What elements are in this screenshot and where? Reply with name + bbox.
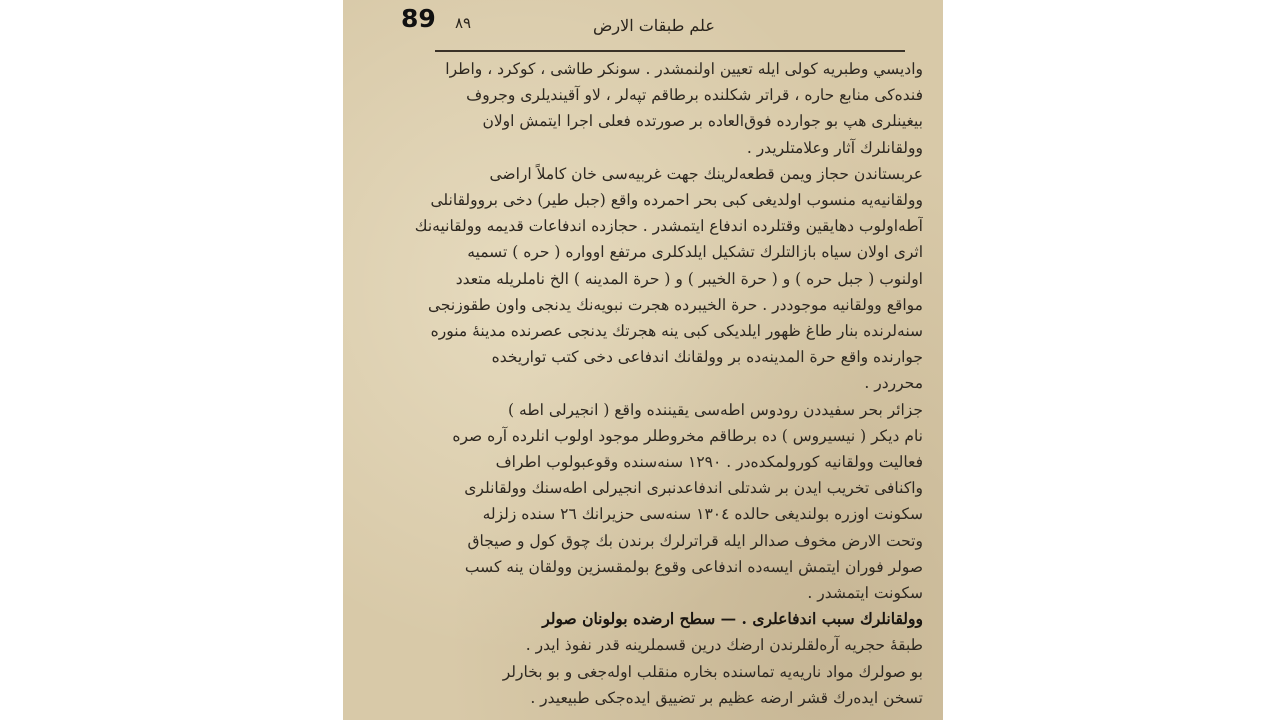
text-line: واكنافى تخريب ايدن بر شدتلى اندفاعدنبرى انجيرلى اطه‌سنك وولقانلرى: [464, 479, 923, 498]
text-line: آطه‌اولوب دهايقين وقتلرده اندفاع ايتمشدر . حجازده اندفاعات قديمه وولقانيه‌نك: [414, 217, 923, 236]
page-number: 89: [401, 4, 436, 33]
text-line: اثرى اولان سياه بازالتلرك تشكيل ايلدكلرى مرتفع اوواره ( حره ) تسميه: [467, 243, 923, 262]
text-line: تسخن ايده‌رك قشر ارضه عظيم بر تضييق ايده‌جكى طبيعيدر .: [530, 688, 923, 707]
text-line: بيغينلرى هپ بو جوارده فوق‌العاده بر صورتده فعلى اجرا ايتمش اولان: [482, 112, 923, 131]
text-line: نام ديكر ( نيسيروس ) ده برطاقم مخروطلر موجود اولوب انلرده آره صره: [452, 426, 923, 445]
text-line: وتحت الارض مخوف صدالر ايله قراترلرك برندن بك چوق كول و صيجاق: [467, 531, 923, 550]
body-text: [403, 56, 923, 720]
text-line: طبقهٔ حجريه آره‌لقلرندن ارضك درين قسملرينه قدر نفوذ ايدر .: [525, 636, 923, 655]
page-number-arabic: ٨٩: [455, 14, 472, 32]
text-line: صولر فوران ايتمش ايسه‌ده اندفاعى وقوع بولمقسزين وولقان ينه كسب: [464, 557, 923, 576]
text-line: وولقانلرك آثار وعلامتلريدر .: [746, 138, 923, 157]
text-line: اولنوب ( جبل حره ) و ( حرة الخيبر ) و ( حرة المدينه ) الخ ناملريله متعدد: [455, 269, 923, 288]
text-line: سكونت ايتمشدر .: [807, 584, 923, 603]
text-line: جوارنده واقع حرة المدينه‌ده بر وولقانك اندفاعى دخى كتب تواريخده: [491, 348, 923, 367]
text-line: مواقع وولقانيه موجوددر . حرة الخيبرده هجرت نبويه‌نك يدنجى واون طقوزنجى: [427, 295, 923, 314]
text-line: عربستاندن حجاز ويمن قطعه‌لرينك جهت غربيه‌سى خان كاملاً اراضى: [489, 164, 923, 183]
header-rule: [435, 50, 905, 52]
text-line: جزائر بحر سفيددن رودوس اطه‌سى يقيننده واقع ( انجيرلى اطه ): [508, 400, 923, 419]
section-heading-line: وولقانلرك سبب اندفاعلرى . — سطح ارضده بولونان صولر: [542, 609, 923, 629]
running-head: علم طبقات الارض: [593, 16, 715, 35]
text-line: فنده‌كى منابع حاره ، قراتر شكلنده برطاقم تپه‌لر ، لاو آقينديلرى وجروف: [466, 86, 923, 105]
text-line: محرردر .: [864, 374, 923, 393]
text-line: سكونت اوزره بولنديغى حالده ١٣٠٤ سنه‌سى حزيرانك ٢٦ سنده زلزله: [482, 505, 923, 524]
text-line: وولقانيه‌يه منسوب اولديغى كبى بحر احمرده واقع (جبل طير) دخى بروولقانلى: [430, 191, 923, 210]
text-line: بو صولرك مواد ناريه‌يه تماسنده بخاره منقلب اوله‌جغى و بو بخارلر: [502, 662, 923, 681]
book-page: [343, 0, 943, 720]
text-line: سنه‌لرنده بنار طاغ ظهور ايلديكى كبى ينه هجرتك يدنجى عصرنده مدينهٔ منوره: [430, 322, 923, 341]
text-line: واديسي وطبريه كولى ايله تعيين اولنمشدر . سونكر طاشى ، كوكرد ، واطرا: [445, 60, 923, 78]
text-line: فعاليت وولقانيه كورولمكده‌در . ١٢٩٠ سنه‌سنده وقوعبولوب اطراف: [495, 453, 923, 472]
